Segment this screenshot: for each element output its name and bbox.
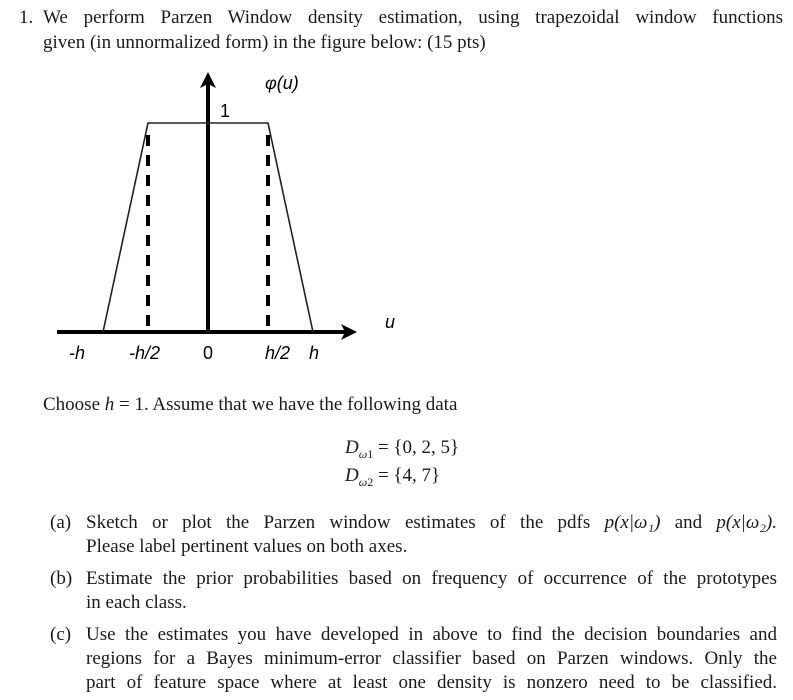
part-b-body [86,567,777,615]
part-b-line2: in each class. [86,592,187,613]
data-set-class2: $D_{\omega 2} = \{4$, 7} [345,465,441,489]
part-c-body [86,623,777,695]
tick-zero: 0 [203,343,214,363]
part-c-line1: Use the estimates you have developed in above to find the decision boundaries and [86,624,777,645]
problem-text-line1: We perform Parzen Window density estimation, using trapezoidal window functions [43,7,783,28]
trapezoid-window-figure [0,60,793,370]
part-c-line3: part of feature space where at least one density is nonzero need to be classified. [86,672,777,693]
y-axis-label: φ(u) [265,73,299,93]
x-axis-label: u [385,312,396,332]
tick-neg-h: -h [69,343,86,363]
part-b-line1: Estimate the prior probabilities based on frequency of occurrence of the prototypes [86,568,777,589]
part-a-body [86,511,777,559]
part-b [50,567,777,617]
tick-pos-half-h: h/2 [265,343,291,363]
part-a [50,511,777,561]
part-c-label: (c) [50,624,72,645]
part-a-label: (a) [50,512,72,533]
part-c [50,623,777,698]
choose-h-sentence: Choose h = 1. Assume that we have the following data [43,394,458,415]
part-a-line2: Please label pertinent values on both axes. [86,536,408,557]
data-set-class1: $D_{\omega 1} = \{0$, 2, 5} [345,437,460,461]
part-b-label: (b) [50,568,73,589]
tick-pos-h: h [309,343,320,363]
height-label: 1 [220,101,231,121]
problem-number: 1. [19,7,34,28]
part-a-line1: Sketch or plot the Parzen window estimates of the pdfs p(x|ω₁) and p(x|ω₂). [86,512,778,533]
problem-text-line2: given (in unnormalized form) in the figure below: (15 pts) [43,32,486,53]
tick-neg-half-h: -h/2 [129,343,161,363]
part-c-line2: regions for a Bayes minimum-error classifier based on Parzen windows. Only the [86,648,777,669]
